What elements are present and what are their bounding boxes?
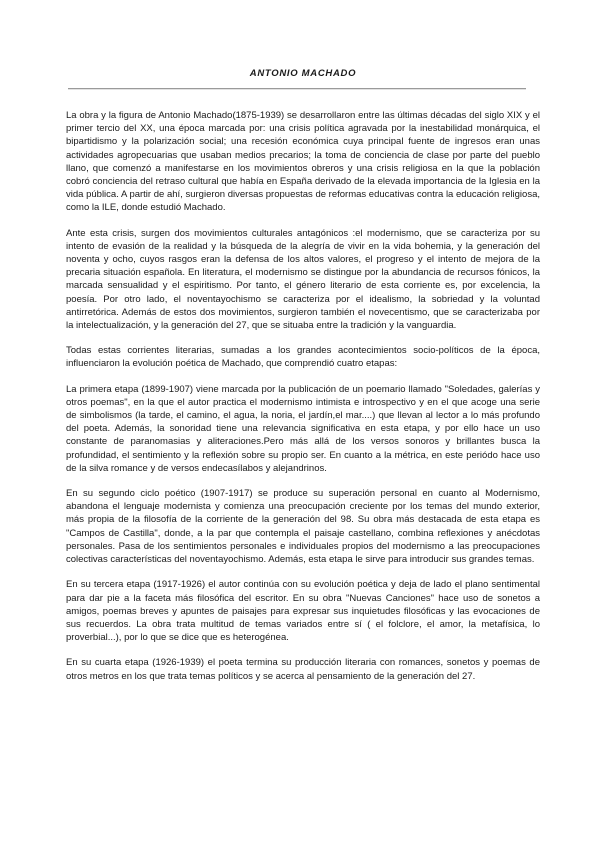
paragraph-movimientos-culturales: Ante esta crisis, surgen dos movimientos culturales antagónicos :el modernismo, que se caracteriza por su intento de evasión de la realidad y la búsqueda de la alegría de vivir en la vida bohemia, y la generación del noventa y ocho, cuyos rasgos eran la defensa de los altos valores, el progreso y el intento de mejora de la precaria situación española. En literatura, el modernismo se distingue por la abundancia de recursos fónicos, la marcada sensualidad y el espiritismo. Por tanto, el género literario de esta corriente es, por excelencia, la poesía. Por otro lado, el noventayochismo se caracteriza por el idealismo, la sobriedad y la voluntad antirretórica. Además de estos dos movimientos, surgieron también el novecentismo, que se caracterizaba por la intelectualización, y la generación del 27, que se situaba entre la tradición y la vanguardia. [66,227,540,332]
paragraph-primera-etapa: La primera etapa (1899-1907) viene marcada por la publicación de un poemario llamado "Soledades, galerías y otros poemas", en la que el autor practica el modernismo intimista e introspectivo y en el que acoge una serie de simbolismos (la tarde, el camino, el agua, la noria, el jardín,el mar....) que llevan al lector a lo más profundo del poeta. Además, la sonoridad tiene una relevancia significativa en esta etapa, y por ello hace un uso constante de paranomasias y aliteraciones.Pero más allá de los versos sonoros y brillantes busca la profundidad, el sentimiento y la reflexión sobre su propio ser. En cuanto a la métrica, en este periódo hace uso de la silva romance y de versos endecasílabos y alejandrinos. [66,383,540,474]
title-divider [68,88,526,90]
paragraph-intro-context: La obra y la figura de Antonio Machado(1875-1939) se desarrollaron entre las últimas décadas del siglo XIX y el primer tercio del XX, una época marcada por: una crisis política agravada por la inestabilidad monárquica, el bipartidismo y la polarización social; una recesión económica cuya principal fuente de ingresos eran unas actividades agropecuarias que usaban medios precarios; la toma de conciencia de clase por parte del pueblo llano, que comenzó a manifestarse en los movimientos obreros y una crisis religiosa en la que la población cobró conciencia del retraso cultural que había en España derivado de la elevada importancia de la Iglesia en la vida pública. A partir de ahí, surgieron diversas propuestas de reformas educativas contra la educación religiosa, como la ILE, donde estudió Machado. [66,110,540,214]
paragraph-tercera-etapa: En su tercera etapa (1917-1926) el autor continúa con su evolución poética y deja de lado el plano sentimental para dar pie a la faceta más filosófica del escritor. En su obra "Nuevas Canciones" hace uso de sonetos a amigos, poemas breves y apuntes de paisajes para expresar sus inquietudes filosóficas y las evocaciones de sus recuerdos. La obra trata multitud de temas variados entre sí ( el folclore, el amor, la metafísica, lo proverbial...), por lo que se dice que es heterogénea. [66,579,540,644]
document-body [66,109,540,683]
page-title: ANTONIO MACHADO [249,68,357,79]
paragraph-cuarta-etapa: En su cuarta etapa (1926-1939) el poeta termina su producción literaria con romances, sonetos y poemas de otros metros en los que trata temas políticos y se acerca al pensamiento de la generación del 27. [66,657,540,682]
paragraph-segunda-etapa: En su segundo ciclo poético (1907-1917) se produce su superación personal en cuanto al Modernismo, abandona el lenguaje modernista y comienza una preocupación creciente por los temas del mundo exterior, más propia de la filosofía de la corriente de la generación del 98. Su obra más destacada de esta etapa es "Campos de Castilla", donde, a la par que contempla el paisaje castellano, combina reflexiones y anécdotas personales. Pasa de los sentimientos personales e individuales propios del modernismo a las preocupaciones colectivas características del noventayochismo. Además, esta etapa le sirve para introducir sus grandes temas. [66,488,540,566]
paragraph-cuatro-etapas: Todas estas corrientes literarias, sumadas a los grandes acontecimientos socio-políticos de la época, influenciaron la evolución poética de Machado, que comprendió cuatro etapas: [66,345,540,370]
